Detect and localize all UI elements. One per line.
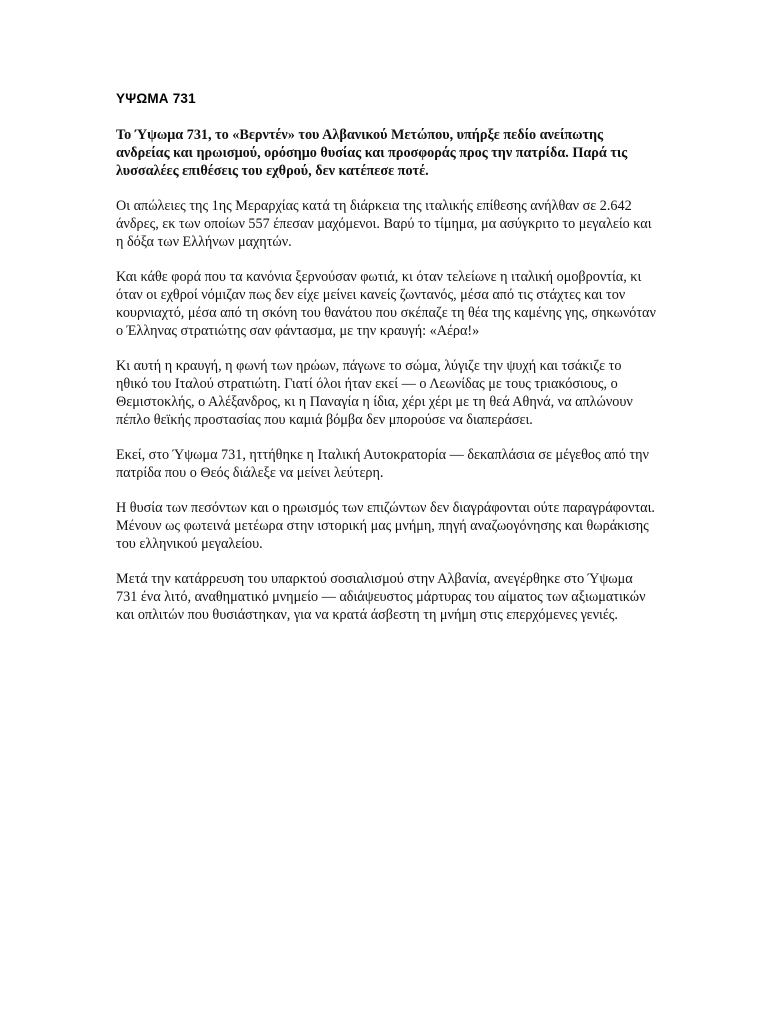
document-title: ΥΨΩΜΑ 731 — [116, 91, 196, 106]
paragraph-monument: Μετά την κατάρρευση του υπαρκτού σοσιαλισμού στην Αλβανία, ανεγέρθηκε στο Ύψωμα 731 ένα λιτό, αναθηματικό μνημείο — αδιάψευστος μάρτυρας του αίματος των αξιωματικών και οπλιτών που θυσιάστηκαν, για να κρατά άσβεστη τη μνήμη στις επερχόμενες γενιές. — [116, 571, 646, 623]
paragraph-cry: Κι αυτή η κραυγή, η φωνή των ηρώων, πάγωνε το σώμα, λύγιζε την ψυχή και τσάκιζε το ηθικό του Ιταλού στρατιώτη. Γιατί όλοι ήταν εκεί — ο Λεωνίδας με τους τριακόσιους, ο Θεμιστοκλής, ο Αλέξανδρος, κι η Παναγία η ίδια, χέρι χέρι με τη θεά Αθηνά, να απλώνουν πέπλο θεϊκής προστασίας που καμιά βόμβα δεν μπορούσε να διαπεράσει. — [116, 358, 633, 428]
paragraph-defeat: Εκεί, στο Ύψωμα 731, ηττήθηκε η Ιταλική Αυτοκρατορία — δεκαπλάσια σε μέγεθος από την πατρίδα που ο Θεός διάλεξε να μείνει λεύτερη. — [116, 447, 649, 481]
paragraph-casualties: Οι απώλειες της 1ης Μεραρχίας κατά τη διάρκεια της ιταλικής επίθεσης ανήλθαν σε 2.642 άνδρες, εκ των οποίων 557 έπεσαν μαχόμενοι. Βαρύ το τίμημα, μα ασύγκριτο το μεγαλείο και η δόξα των Ελλήνων μαχητών. — [116, 198, 652, 250]
paragraph-memory: Η θυσία των πεσόντων και ο ηρωισμός των επιζώντων δεν διαγράφονται ούτε παραγράφονται. Μένουν ως φωτεινά μετέωρα στην ιστορική μας μνήμη, πηγή αναζωογόνησης και θωράκισης του ελληνικού μεγαλείου. — [116, 500, 655, 552]
lead-paragraph: Το Ύψωμα 731, το «Βερντέν» του Αλβανικού Μετώπου, υπήρξε πεδίο ανείπωτης ανδρείας και ηρωισμού, ορόσημο θυσίας και προσφοράς προς την πατρίδα. Παρά τις λυσσαλέες επιθέσεις του εχθρού, δεν κατέπεσε ποτέ. — [116, 127, 628, 179]
paragraph-barrage: Και κάθε φορά που τα κανόνια ξερνούσαν φωτιά, κι όταν τελείωνε η ιταλική ομοβροντία, κι όταν οι εχθροί νόμιζαν πως δεν είχε μείνει κανείς ζωντανός, μέσα από τις στάχτες και τον κουρνιαχτό, μέσα από τη σκόνη του θανάτου που σκέπαζε τη θέα της καμένης γης, σηκωνόταν ο Έλληνας στρατιώτης σαν φάντασμα, με την κραυγή: «Αέρα!» — [116, 269, 656, 339]
document-body — [116, 126, 656, 641]
